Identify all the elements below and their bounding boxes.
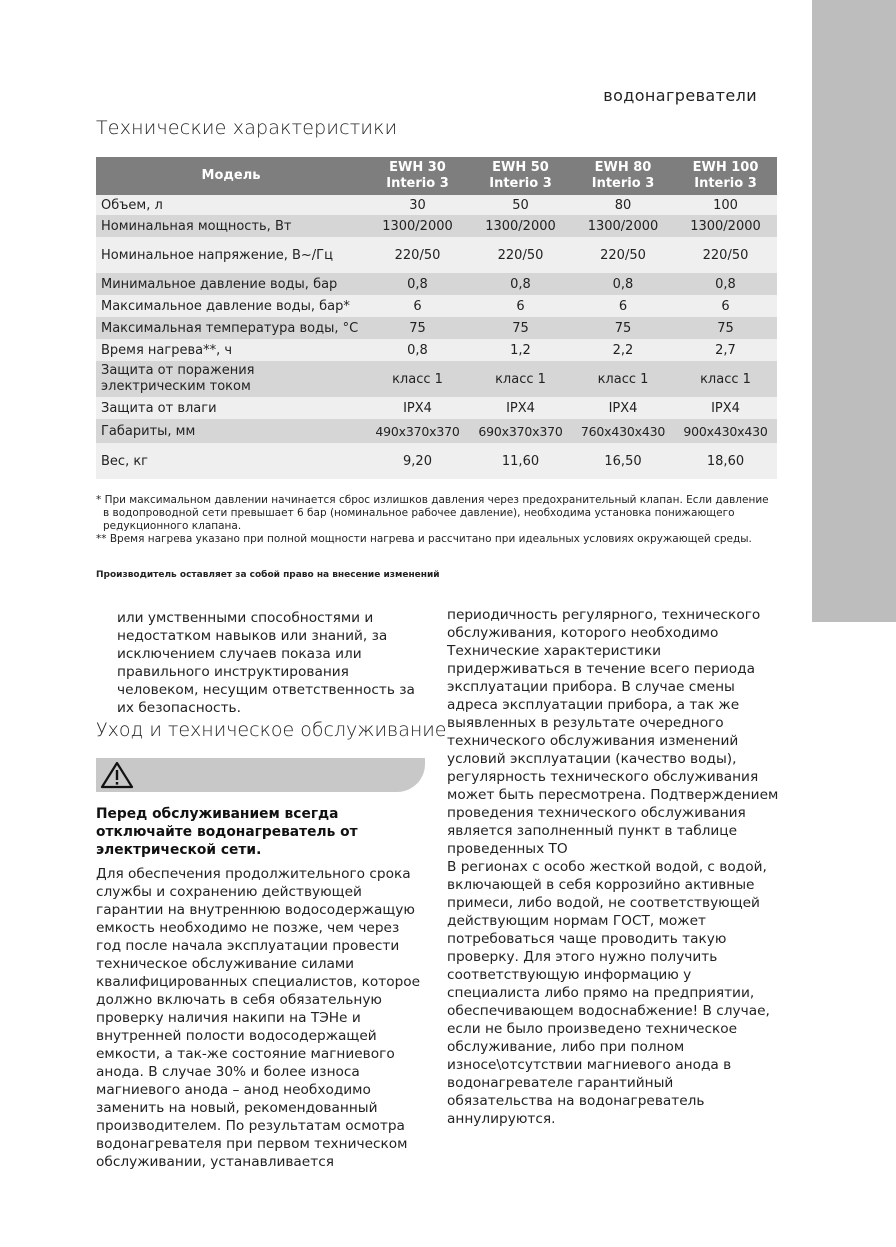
table-row xyxy=(96,237,777,273)
footnote-pressure-3: редукционного клапана. xyxy=(103,520,242,532)
table-footnotes xyxy=(96,494,786,546)
cell: 760x430x430 xyxy=(572,419,674,443)
cell: 220/50 xyxy=(469,237,572,273)
warning-triangle-icon xyxy=(100,761,134,789)
cell: 16,50 xyxy=(572,443,674,479)
intro-paragraph: или умственными способностями и недостатком навыков или знаний, за исключением случаев показа или правильного инструктирования человеком, несущим ответственность за их безопасность. xyxy=(117,610,415,716)
cell: 75 xyxy=(469,317,572,339)
cell: 11,60 xyxy=(469,443,572,479)
footnote-pressure-1: * При максимальном давлении начинается сброс излишков давления через предохранительный клапан. Если давление xyxy=(96,494,769,506)
cell: 6 xyxy=(674,295,777,317)
footnote-heating-time: ** Время нагрева указано при полной мощности нагрева и рассчитано при идеальных условиях окружающей среды. xyxy=(96,533,752,545)
cell: IPX4 xyxy=(674,397,777,419)
cell: класс 1 xyxy=(469,361,572,397)
cell: 6 xyxy=(469,295,572,317)
table-row xyxy=(96,317,777,339)
specs-table xyxy=(96,157,777,479)
cell: 6 xyxy=(572,295,674,317)
cell: 220/50 xyxy=(674,237,777,273)
maintenance-paragraph: Для обеспечения продолжительного срока службы и сохранению действующей гарантии на внутреннюю водосодержащую емкость необходимо не позже, чем через год после начала эксплуатации провести техническое обслуживание силами квалифицированных специалистов, которое должно включать в себя обязательную проверку наличия накипи на ТЭНе и внутренней полости водосодержащей емкости, а так-же состояние магниевого анода. В случае 30% и более износа магниевого анода – анод необходимо заменить на новый, рекомендованный производителем. По результатам осмотра водонагревателя при первом техническом обслуживании, устанавливается xyxy=(96,866,421,1170)
cell: IPX4 xyxy=(572,397,674,419)
row-label: Время нагрева**, ч xyxy=(96,339,366,361)
row-label: Габариты, мм xyxy=(96,419,366,443)
cell: 0,8 xyxy=(572,273,674,295)
cell: 2,7 xyxy=(674,339,777,361)
section-title: Уход и техническое обслуживание xyxy=(96,719,447,741)
cell: 690x370x370 xyxy=(469,419,572,443)
row-label: Максимальное давление воды, бар* xyxy=(96,295,366,317)
cell: класс 1 xyxy=(572,361,674,397)
header-ewh80: EWH 80 Interio 3 xyxy=(572,157,674,195)
cell: 220/50 xyxy=(366,237,469,273)
cell: 0,8 xyxy=(366,339,469,361)
table-row xyxy=(96,339,777,361)
row-label: Номинальная мощность, Вт xyxy=(96,215,366,237)
table-row xyxy=(96,215,777,237)
page-category: водонагреватели xyxy=(603,86,757,105)
maintenance-paragraph-continued: периодичность регулярного, технического обслуживания, которого необходимо Технические характеристики придерживаться в течение всего периода эксплуатации прибора. В случае смены адреса эксплуатации прибора, а так же выявленных в результате очередного технического обслуживания изменений условий эксплуатации (качество воды), регулярность технического обслуживания может быть пересмотрена. Подтверждением проведения технического обслуживания является заполненный пункт в таблице проведенных ТО В регионах с особо жесткой водой, с водой, включающей в себя коррозийно активные примеси, либо водой, не соответствующей действующим нормам ГОСТ, может потребоваться чаще проводить такую проверку. Для этого нужно получить соответствующую информацию у специалиста либо прямо на предприятии, обеспечивающем водоснабжение! В случае, если не было произведено техническое обслуживание, либо при полном износе\отсутствии магниевого анода в водонагревателе гарантийный обязательства на водонагреватель аннулируются. xyxy=(447,607,779,1127)
warning-text: Перед обслуживанием всегда отключайте водонагреватель от электрической сети. xyxy=(96,806,358,858)
cell: 0,8 xyxy=(674,273,777,295)
row-label: Защита от поражения электрическим током xyxy=(96,361,366,397)
cell: 220/50 xyxy=(572,237,674,273)
header-ewh100: EWH 100 Interio 3 xyxy=(674,157,777,195)
row-label: Максимальная температура воды, °С xyxy=(96,317,366,339)
cell: класс 1 xyxy=(674,361,777,397)
cell: 75 xyxy=(572,317,674,339)
cell: класс 1 xyxy=(366,361,469,397)
cell: 80 xyxy=(572,195,674,215)
header-ewh50: EWH 50 Interio 3 xyxy=(469,157,572,195)
cell: 75 xyxy=(674,317,777,339)
row-label: Защита от влаги xyxy=(96,397,366,419)
cell: 1300/2000 xyxy=(469,215,572,237)
row-label: Вес, кг xyxy=(96,443,366,479)
page-title: Технические характеристики xyxy=(96,117,398,139)
cell: 1300/2000 xyxy=(674,215,777,237)
cell: 1300/2000 xyxy=(366,215,469,237)
cell: 1,2 xyxy=(469,339,572,361)
table-row xyxy=(96,443,777,479)
cell: 9,20 xyxy=(366,443,469,479)
cell: 75 xyxy=(366,317,469,339)
row-label: Минимальное давление воды, бар xyxy=(96,273,366,295)
cell: 900x430x430 xyxy=(674,419,777,443)
cell: 2,2 xyxy=(572,339,674,361)
cell: 490x370x370 xyxy=(366,419,469,443)
row-label: Номинальное напряжение, В~/Гц xyxy=(96,237,366,273)
table-row xyxy=(96,361,777,397)
row-label: Объем, л xyxy=(96,195,366,215)
cell: 0,8 xyxy=(366,273,469,295)
table-row xyxy=(96,419,777,443)
cell: 50 xyxy=(469,195,572,215)
side-tab xyxy=(812,0,896,622)
cell: 6 xyxy=(366,295,469,317)
cell: 100 xyxy=(674,195,777,215)
cell: IPX4 xyxy=(469,397,572,419)
header-model: Модель xyxy=(96,157,366,195)
table-row xyxy=(96,295,777,317)
table-row xyxy=(96,397,777,419)
table-header-row xyxy=(96,157,777,195)
warning-banner xyxy=(96,758,425,792)
cell: 0,8 xyxy=(469,273,572,295)
header-ewh30: EWH 30 Interio 3 xyxy=(366,157,469,195)
cell: 30 xyxy=(366,195,469,215)
table-row xyxy=(96,195,777,215)
cell: IPX4 xyxy=(366,397,469,419)
cell: 18,60 xyxy=(674,443,777,479)
footnote-pressure-2: в водопроводной сети превышает 6 бар (номинальное рабочее давление), необходима установка понижающего xyxy=(103,507,735,519)
cell: 1300/2000 xyxy=(572,215,674,237)
table-row xyxy=(96,273,777,295)
manufacturer-disclaimer: Производитель оставляет за собой право на внесение изменений xyxy=(96,570,440,580)
